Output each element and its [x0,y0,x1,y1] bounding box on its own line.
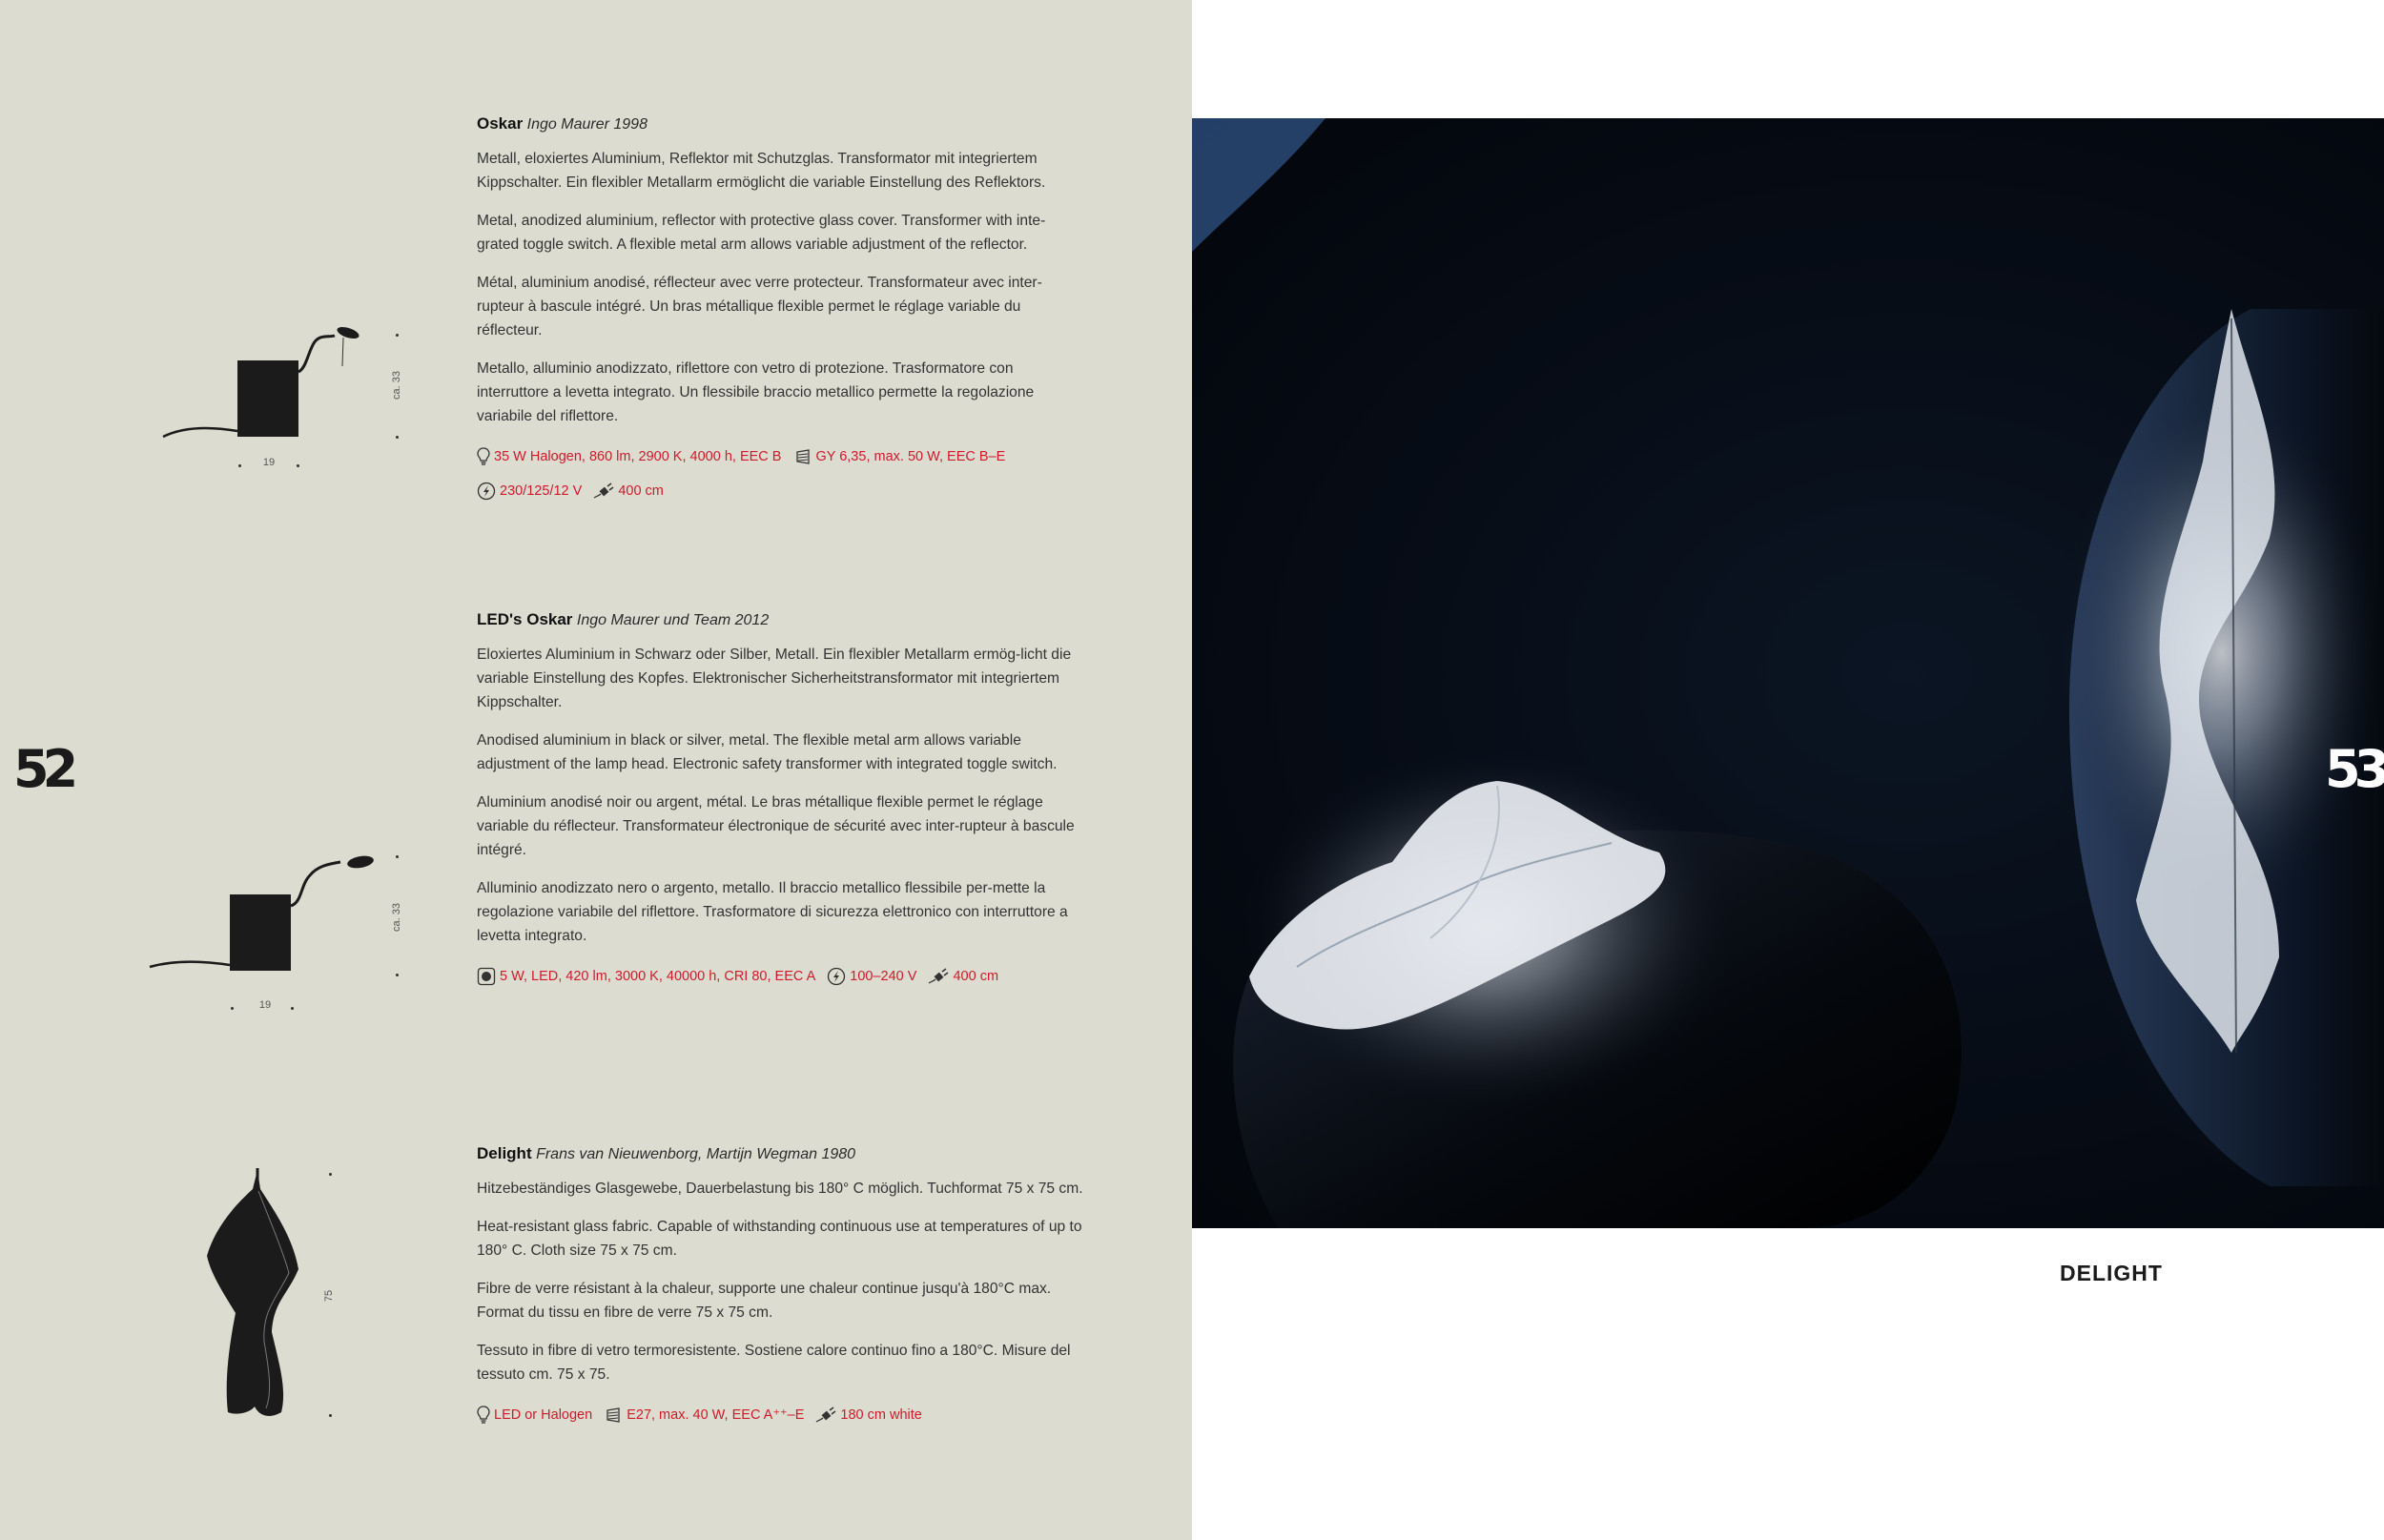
spec-cable-text: 400 cm [618,483,664,499]
product-leds-oskar [477,610,1087,996]
delight-photo-scene [1192,118,2384,1228]
dim-dot [396,974,399,976]
description-fr: Aluminium anodisé noir ou argent, métal. Le bras métallique flexible permet le réglage variable du réflecteur. Transformateur électronique de sécurité avec inter-rupteur à bascule intégré. [477,794,1075,858]
product-title [477,610,1087,629]
oskar-height-label: ca. 33 [391,371,402,400]
spec-light [477,1401,592,1429]
dim-dot [329,1173,332,1176]
leds-oskar-width-label: 19 [258,999,272,1011]
product-name: Oskar [477,114,524,133]
product-delight [477,1144,1087,1435]
description-en: Heat-resistant glass fabric. Capable of withstanding continuous use at temperatures of up to 180° C. Cloth size 75 x 75 cm. [477,1219,1082,1259]
description-en: Metal, anodized aluminium, reflector with protective glass cover. Transformer with inte-grated toggle switch. A flexible metal arm allows variable adjustment of the reflector. [477,213,1046,253]
description-en: Anodised aluminium in black or silver, metal. The flexible metal arm allows variable adjustment of the lamp head. Electronic safety transformer with integrated toggle switch. [477,732,1058,772]
socket-icon [793,447,812,466]
bulb-icon [477,447,490,466]
spec-socket [793,442,1006,471]
dim-dot [396,334,399,337]
socket-icon [604,1406,623,1425]
product-specs [477,962,1087,996]
leds-oskar-height-label: ca. 33 [391,903,402,932]
description-fr: Métal, aluminium anodisé, réflecteur avec verre protecteur. Transformateur avec inter-rupteur à bascule intégré. Un bras métallique flexible permet le réglage variable du réflecteur. [477,275,1042,339]
dim-dot [396,855,399,858]
spec-voltage-text: 230/125/12 V [500,483,583,499]
spec-socket-text: GY 6,35, max. 50 W, EEC B–E [815,449,1006,464]
dim-dot [238,464,241,467]
product-specs [477,442,1087,511]
product-designer: Frans van Nieuwenborg, Martijn Wegman 1980 [536,1146,856,1162]
description-de: Metall, eloxiertes Aluminium, Reflektor mit Schutzglas. Transformator mit integriertem Kippschalter. Ein flexibler Metallarm ermöglicht die variable Einstellung des Reflektors. [477,151,1046,191]
dim-dot [297,464,299,467]
page-number-left: 52 [13,739,72,799]
product-designer: Ingo Maurer und Team 2012 [576,612,770,628]
voltage-icon [477,482,496,501]
page-number-right: 53 [2325,739,2384,799]
plug-icon [815,1406,836,1425]
voltage-icon [827,967,846,986]
description-fr: Fibre de verre résistant à la chaleur, supporte une chaleur continue jusqu'à 180°C max. Format du tissu en fibre de verre 75 x 75 cm. [477,1281,1052,1321]
spec-cable-text: 400 cm [953,969,999,984]
description-it: Alluminio anodizzato nero o argento, metallo. Il braccio metallico flessibile per-mette la regolazione variabile del riflettore. Trasformatore di sicurezza elettronico con interruttore a levetta integrato. [477,880,1068,944]
dim-dot [329,1414,332,1417]
oskar-lamp-drawing [157,324,386,453]
spec-light-text: LED or Halogen [494,1407,593,1423]
spec-voltage [477,477,582,505]
description-it: Metallo, alluminio anodizzato, riflettore con vetro di protezione. Trasformatore con interruttore a levetta integrato. Un flessibile braccio metallico permette la regolazione variabile del riflettore. [477,360,1035,424]
spec-cable [928,962,998,991]
product-oskar [477,114,1087,511]
leds-oskar-lamp-drawing [148,849,377,977]
spec-cable [593,477,664,505]
spec-cable [815,1401,921,1429]
product-title [477,1144,1087,1163]
spec-light-text: 5 W, LED, 420 lm, 3000 K, 40000 h, CRI 80, EEC A [500,969,816,984]
spec-cable-text: 180 cm white [840,1407,922,1423]
delight-photo [1192,118,2384,1228]
right-page [1192,0,2384,1540]
spec-voltage-text: 100–240 V [850,969,917,984]
spec-socket [604,1401,804,1429]
dim-dot [291,1007,294,1010]
plug-icon [593,482,614,501]
spec-light [477,962,815,991]
product-specs [477,1401,1087,1435]
led-icon [477,967,496,986]
product-title [477,114,1087,133]
spec-light-text: 35 W Halogen, 860 lm, 2900 K, 4000 h, EEC B [494,449,782,464]
product-name: LED's Oskar [477,610,573,628]
description-de: Eloxiertes Aluminium in Schwarz oder Silber, Metall. Ein flexibler Metallarm ermög-licht die variable Einstellung des Kopfes. Elektronischer Sicherheitstransformator mit integriertem Kippschalter. [477,647,1072,710]
oskar-width-label: 19 [262,457,276,468]
product-designer: Ingo Maurer 1998 [526,116,647,133]
spec-voltage [827,962,916,991]
delight-height-label: 75 [323,1289,335,1303]
spec-socket-text: E27, max. 40 W, EEC A⁺⁺–E [627,1407,805,1423]
spec-light [477,442,781,471]
description-de: Hitzebeständiges Glasgewebe, Dauerbelastung bis 180° C möglich. Tuchformat 75 x 75 cm. [477,1181,1083,1197]
plug-icon [928,967,949,986]
dim-dot [396,436,399,439]
description-it: Tessuto in fibre di vetro termoresistente. Sostiene calore continuo fino a 180°C. Misure del tessuto cm. 75 x 75. [477,1343,1071,1383]
bulb-icon [477,1406,490,1425]
photo-caption: DELIGHT [2060,1261,2163,1285]
dim-dot [231,1007,234,1010]
delight-lamp-drawing [205,1168,310,1421]
product-name: Delight [477,1144,532,1162]
